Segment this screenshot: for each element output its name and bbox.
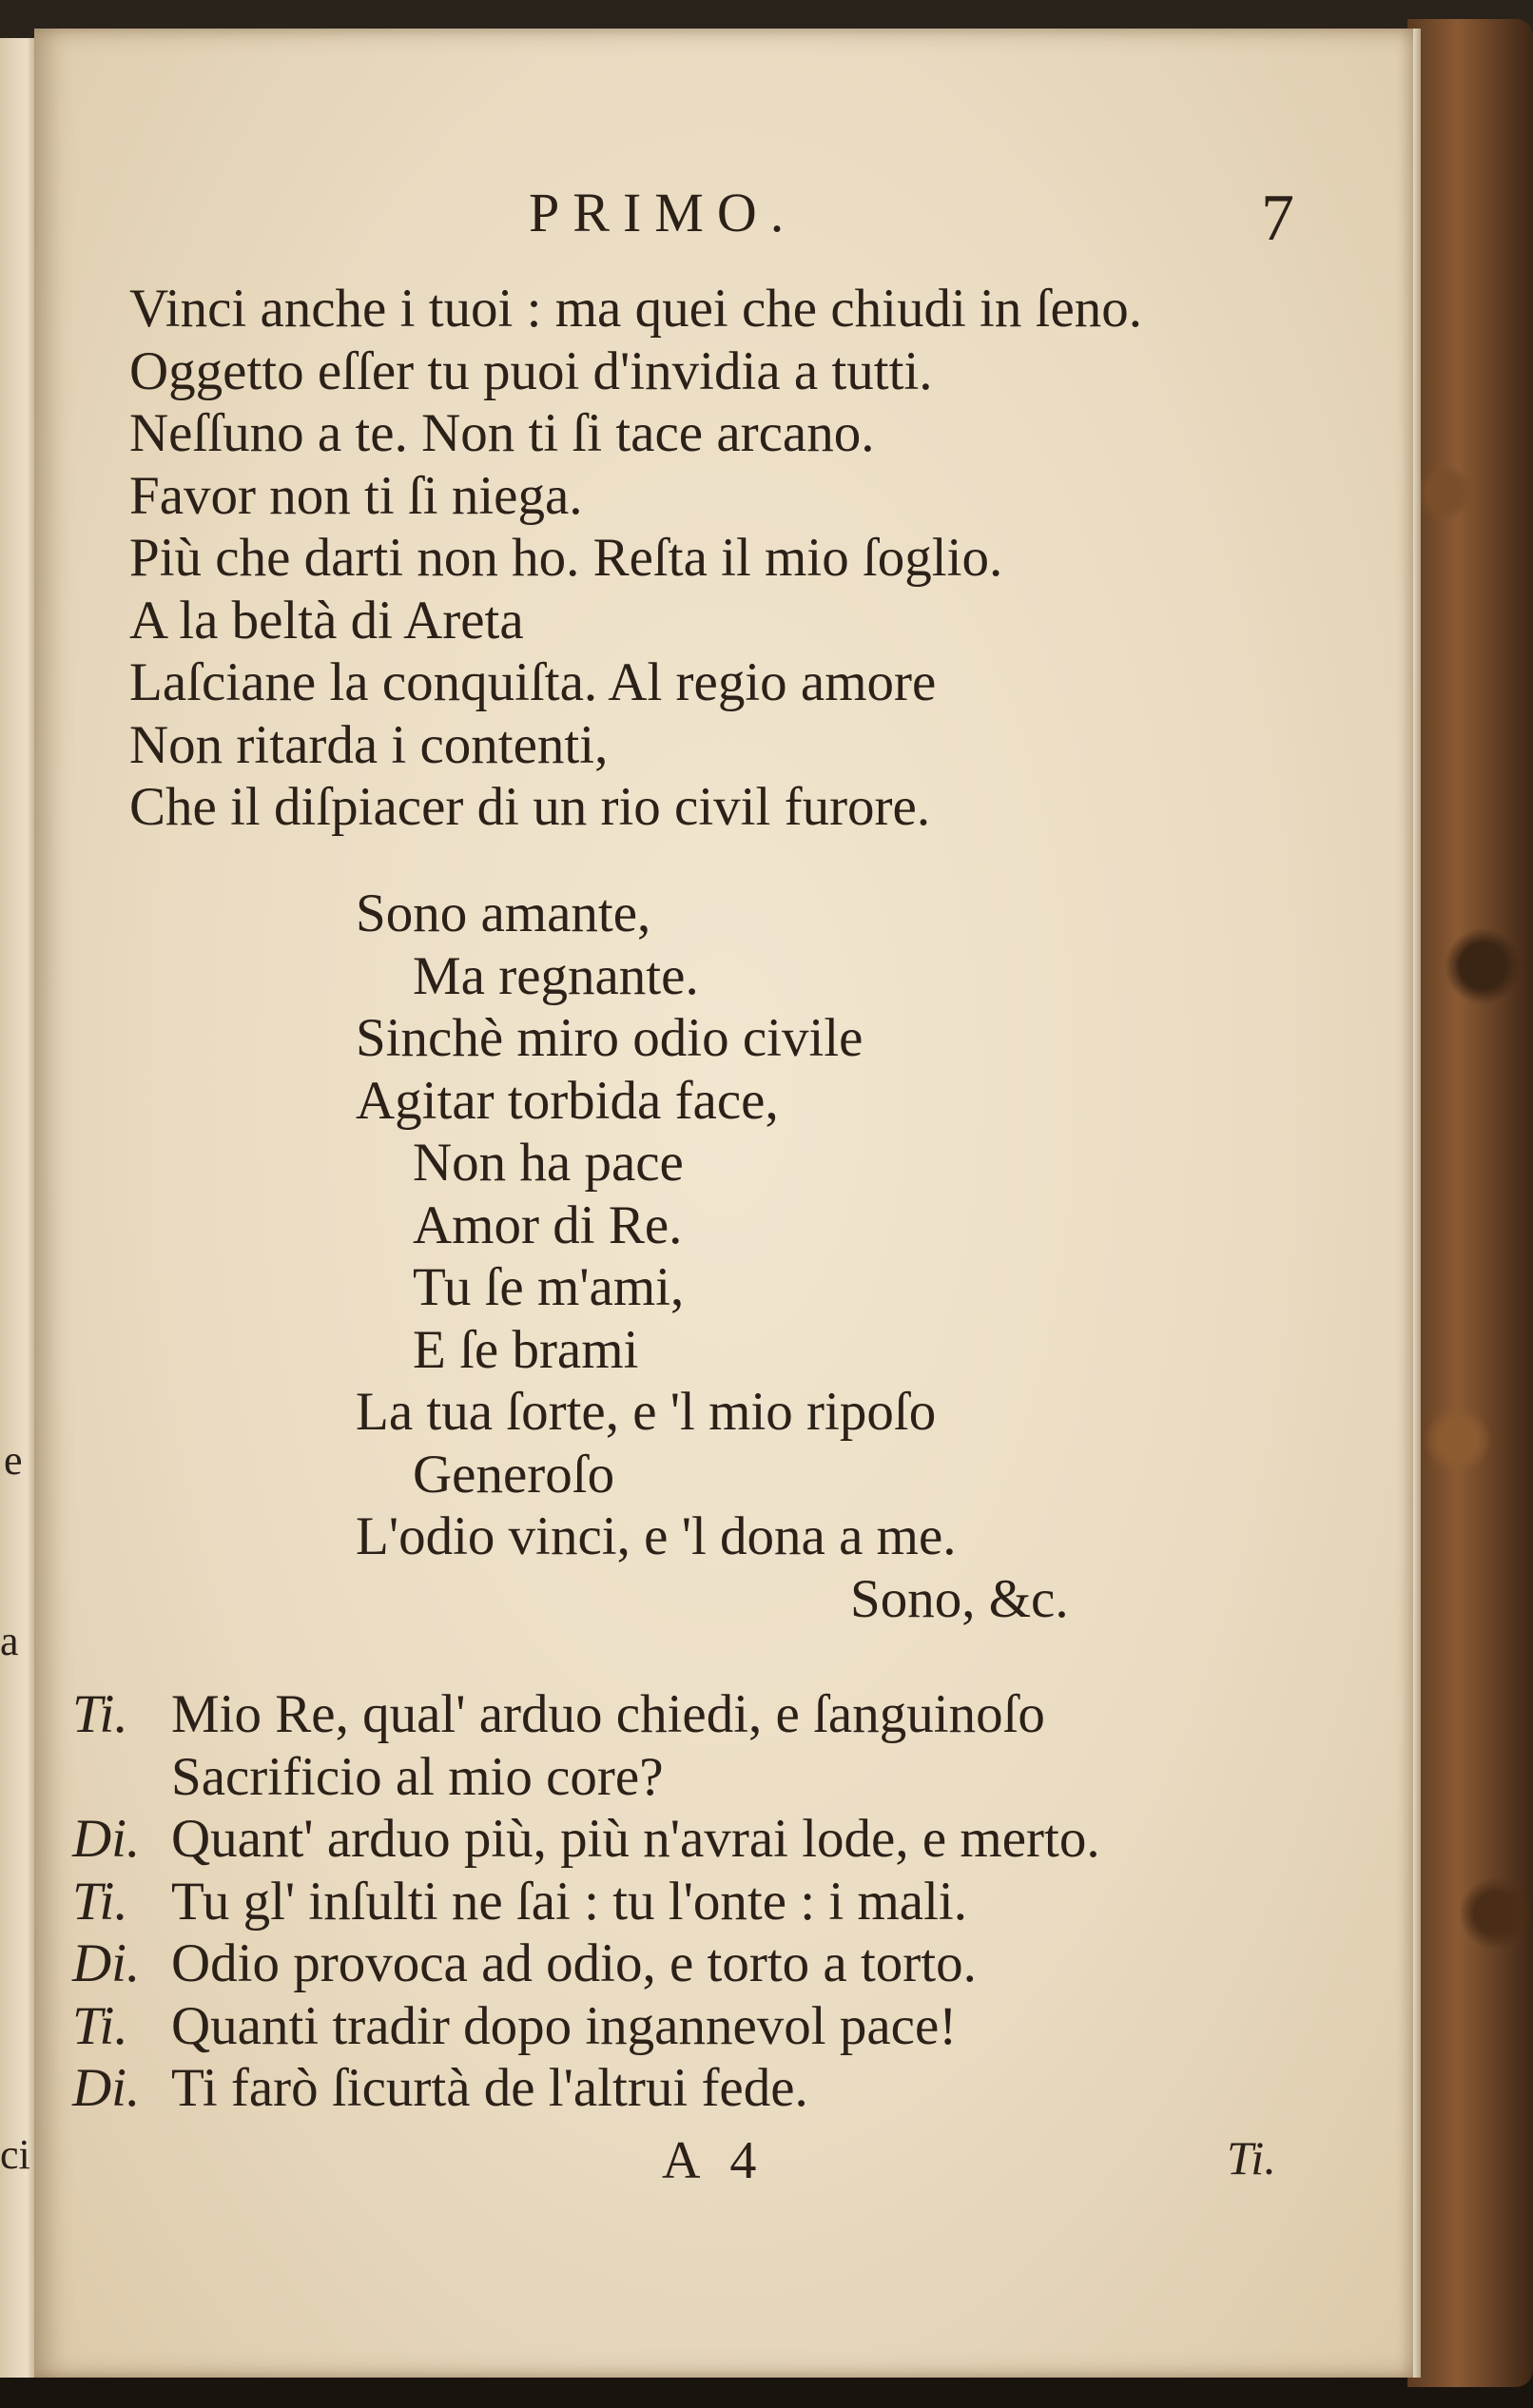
verse-line: Non ritarda i contenti, xyxy=(129,714,609,775)
aria-line: E ſe brami xyxy=(413,1319,639,1380)
verse-line: Vinci anche i tuoi : ma quei che chiudi in ſeno. xyxy=(129,279,1143,339)
aria-line: La tua ſorte, e 'l mio ripoſo xyxy=(356,1382,937,1442)
verse-line: Più che darti non ho. Reſta il mio ſoglio. xyxy=(129,528,1003,588)
signature-mark: A 4 xyxy=(662,2131,766,2190)
previous-page-edge xyxy=(0,38,38,2378)
dialogue-line xyxy=(72,1871,1100,1933)
aria-line: Sono amante, xyxy=(356,884,651,943)
aria-line: Amor di Re. xyxy=(413,1194,683,1255)
dialogue-text: Mio Re, qual' arduo chiedi, e ſanguinoſo xyxy=(171,1684,1045,1744)
verse-line: Favor non ti ſi niega. xyxy=(129,465,583,526)
aria-line: Generoſo xyxy=(413,1444,615,1505)
dialogue-text: Tu gl' inſulti ne ſai : tu l'onte : i mali. xyxy=(171,1871,968,1932)
dialogue-text: Quanti tradir dopo ingannevol pace! xyxy=(171,1995,958,2056)
running-head: PRIMO. xyxy=(529,182,798,243)
speaker-tag: Ti. xyxy=(72,1871,128,1932)
dialogue-line xyxy=(72,2057,1100,2120)
verse-line: Oggetto eſſer tu puoi d'invidia a tutti. xyxy=(129,340,933,401)
aria-line: Agitar torbida face, xyxy=(356,1070,779,1131)
aria-line: Ma regnante. xyxy=(413,945,699,1006)
dialogue-block xyxy=(72,1683,1100,2120)
aria-line: Tu ſe m'ami, xyxy=(413,1257,685,1317)
book-cover xyxy=(1407,19,1533,2387)
dialogue-line xyxy=(72,1995,1100,2058)
speaker-tag: Ti. xyxy=(72,1684,128,1744)
verse-line: A la beltà di Areta xyxy=(129,590,524,651)
verse-line: Laſciane la conquiſta. Al regio amore xyxy=(129,652,937,712)
speaker-tag: Di. xyxy=(72,1933,141,1993)
speaker-tag: Di. xyxy=(72,2058,141,2118)
dialogue-text: Odio provoca ad odio, e torto a torto. xyxy=(171,1933,977,1993)
left-fragment: a xyxy=(0,1618,19,1664)
dialogue-text: Sacrificio al mio core? xyxy=(171,1746,664,1807)
verse-line: Che il diſpiacer di un rio civil furore. xyxy=(129,777,931,837)
aria-line: Sinchè miro odio civile xyxy=(356,1008,864,1068)
previous-page-fragments xyxy=(0,38,38,2378)
aria-line: Non ha pace xyxy=(413,1133,684,1193)
dialogue-text: Ti farò ſicurtà de l'altrui fede. xyxy=(171,2058,808,2118)
aria-line: L'odio vinci, e 'l dona a me. xyxy=(356,1506,957,1566)
aria-block xyxy=(356,883,1069,1630)
dialogue-line xyxy=(72,1683,1100,1746)
dialogue-line xyxy=(72,1932,1100,1995)
recitative-block xyxy=(129,278,1142,839)
page-number: 7 xyxy=(1261,182,1295,255)
verse-line: Neſſuno a te. Non ti ſi tace arcano. xyxy=(129,403,875,463)
speaker-tag: Di. xyxy=(72,1809,141,1869)
speaker-tag: Ti. xyxy=(72,1995,128,2056)
dialogue-line xyxy=(72,1746,1100,1809)
dialogue-line xyxy=(72,1808,1100,1871)
catchword: Ti. xyxy=(1227,2131,1277,2185)
book-page xyxy=(34,29,1413,2378)
aria-repeat: Sono, &c. xyxy=(850,1568,1069,1629)
left-fragment: ci xyxy=(0,2131,30,2178)
dialogue-text: Quant' arduo più, più n'avrai lode, e merto. xyxy=(171,1809,1100,1869)
left-fragment: e xyxy=(4,1437,23,1484)
